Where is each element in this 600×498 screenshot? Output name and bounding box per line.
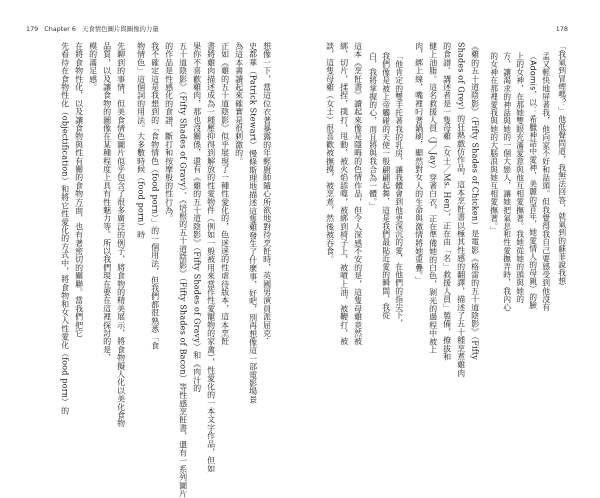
text-column: 我們像是被上帝觸碰的天使一般翩翩起舞，這是我們最貼近愛的瞬間，我從 (381, 52, 391, 320)
text-column: 談，這隻母雞（女士）很喜歡被撫摸，被烹煮，然後被吞食。 (325, 42, 335, 264)
text-column: 的作品是性感化的食譜，斷打和按摩般的性行為。 (164, 42, 174, 223)
text-column: 正如《雞的五十道陰影》似乎展現了一種性愛化的，色迷迷的性虐待版本，這本烹飪 (220, 42, 230, 346)
text-column: 《雞的五十道陰影》（Fifty Shades of Chicken）是電影《格雷的五十道陰影》（Fifty (470, 42, 480, 361)
text-column: 書將雞肉描述成為一種壓抑得到解放的性愛物件（例如一般被用來當作性愛寵物的家禽），性愛化的一本文字作品，但如 (206, 42, 216, 473)
text-column: 史都華（Patrick Stewart）慢條斯理地描述這隻雞發生了什麼事，好吧，別再想像這一部電影場景 (248, 42, 258, 404)
text-column: （Adomis，以：希臘神話中愛神，美麗的青年，她愛情人的母親）的臉 (528, 52, 538, 310)
text-column: Shades of Grey）的狂熱戲仿作品，這本烹飪書以極其性感的翻譯，描述了五十種烹煮雞肉 (456, 42, 466, 378)
text-column: 上的女神，在那她雙眼充滿愛意與他互相愛撫著。我她從她的頭與她的 (515, 52, 525, 304)
text-column: 品質，以及讓食物的圖像在某種程度上具有性魅力等。所以我們現在要在這裡探討的是， (102, 42, 112, 362)
text-column: 肉，綁上線，嘴裡叼著鍋刷，顯然對女人的生命與激情將她重疊。」 (414, 42, 424, 284)
text-column: 白，我將掌握的心，而且將與我合為一體。」 (368, 52, 378, 211)
chapter-title: 天食情色圖片與圖像的力量 (81, 25, 159, 33)
text-column: 模的滿足感。 (88, 42, 98, 92)
right-page-header (556, 26, 568, 32)
text-column: 「他肯定的雙手托著我的乳房，讓我體會到他更深沉的愛，在他們的指尖下， (394, 52, 404, 328)
text-column: 先聊到的事情，但美食情色圖片似乎包含了很多廣泛的例子，將食物的精美展示，將食物擬人化以美化食物 (116, 42, 126, 428)
text-column: 想像一下，當這位衣著暴露的年輕廚師隨心所欲地對待烹飪時，英國男演員派屈克· (262, 42, 272, 340)
text-column: 的女神在那裡愛我與她的大腦浪與她互相愛撫著。」 (489, 52, 499, 235)
text-column: 為這本書讀起來確實是很刺激的。 (234, 42, 244, 165)
left-page-number: 179 (26, 25, 39, 33)
text-column: 在將食物性化，以及讓食物與性有關的食物方面，也有著密切的關聯。當我們把它 (74, 42, 84, 338)
text-column: 先看待在食物性化（objectification）和將它性愛化的方式中，將食物和女人性愛化（food porn）的 (60, 42, 70, 415)
text-column: 的食譜。講述者是一隻母雞（女士／Ms. Hen），正在由「名」救援人員」製備，撩拔和 (442, 42, 452, 361)
text-column: 這本《烹飪書》讀起來像是隱晦的色情作品，但令人深感不安的是，這隻母雞竟然被 (353, 42, 363, 346)
left-page-header (26, 26, 159, 32)
text-column: 孟又輕快地屏著我，他向家不好和話頭。但我覺得我自己要感受到他沒有 (541, 52, 551, 312)
text-column: 果你不喜歡雞肉，那也沒關係，還有《雞的五十道陰影》（Fifty Shades of Gravy）和《肉汁的 (192, 42, 202, 393)
text-column: 「我氣到冒煙嗎？」他低聲問道，我無法回答，就氣到的蘇菲說我想 (557, 42, 567, 285)
text-column: 綁，切片，揉捏，撲打，甩動，被火焰舔噬，被綁到椅子上，被噴上油，被鞭打，被 (339, 42, 349, 346)
text-column: 健上油脂。這名救援人員（J／Jay）穿著白衣，正在準備她的白色，剝光的過程中被上 (428, 42, 438, 354)
text-column: 方，讓渴求的神話與她的一個大戀人，讓她把氣息和性愛撫弄時，我內心 (502, 52, 512, 312)
right-page-number: 178 (555, 25, 568, 33)
text-column: 五十道陰影》（Fifty Shades of Gravy）、《培根的五十道陰影》（Fifty Shades of Bacon）等性感烹飪書，還有一系列圖片 (178, 42, 188, 498)
chapter-label: Chapter 6 (44, 25, 76, 33)
text-column: 物情色」這個詞的用法。大多數時候（food porn）時 (136, 42, 146, 239)
text-column: 我不確定這是我想到的「食物情色（food porn）」的一個用法，但我們都很熟悉「食 (150, 42, 160, 350)
